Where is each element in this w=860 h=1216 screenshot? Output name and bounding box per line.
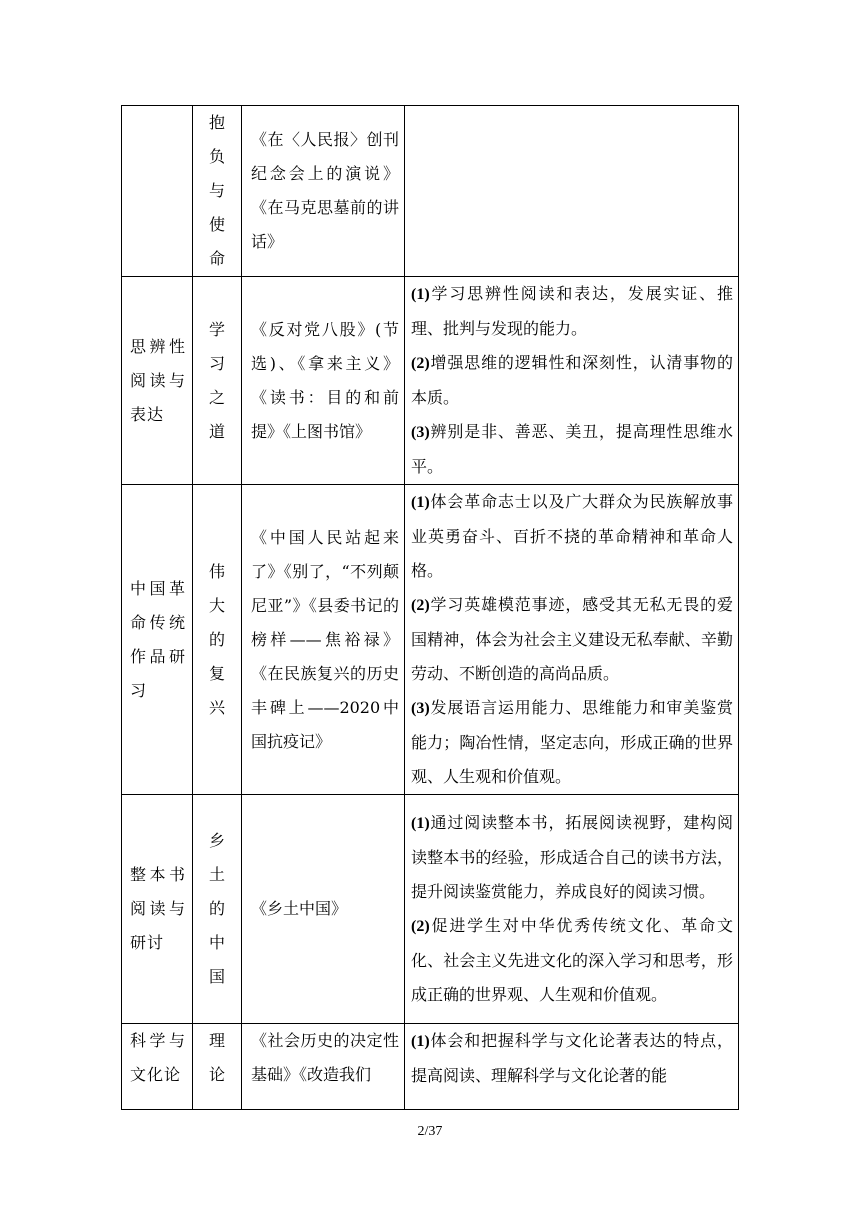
task-cell: 思辨性阅读与表达: [122, 277, 193, 485]
texts-cell: 《乡土中国》: [242, 795, 405, 1024]
theme-char: 的: [208, 629, 225, 649]
theme-char: 负: [208, 147, 225, 166]
theme-char: 理: [208, 1031, 225, 1050]
theme-cell: [193, 485, 242, 795]
theme-char: 使: [208, 215, 225, 234]
theme-char: 论: [208, 1065, 225, 1084]
goals-cell: [405, 277, 739, 485]
texts-cell: 《社会历史的决定性基础》《改造我们: [242, 1024, 405, 1110]
theme-cell: [193, 277, 242, 485]
table-row: [122, 277, 739, 485]
theme-cell: [193, 795, 242, 1024]
goal-item: [411, 346, 733, 415]
goal-number: (1): [411, 815, 430, 832]
theme-char: 乡: [208, 831, 225, 850]
table-row: [122, 485, 739, 795]
goal-text: 发展语言运用能力、思维能力和审美鉴赏能力；陶冶性情，坚定志向，形成正确的世界观、人生观和价值观。: [411, 698, 733, 786]
goal-text: 增强思维的逻辑性和深刻性，认清事物的本质。: [411, 353, 733, 407]
task-cell: 中国革命传统作品研习: [122, 485, 193, 795]
goal-item: [411, 277, 733, 346]
table-row: [122, 106, 739, 277]
goal-text: 辨别是非、善恶、美丑，提高理性思维水平。: [411, 422, 733, 476]
goals-cell: [405, 485, 739, 795]
theme-char: 国: [208, 967, 225, 986]
theme-char: 伟: [208, 561, 225, 581]
theme-char: 道: [208, 421, 225, 441]
goal-text: 通过阅读整本书，拓展阅读视野，建构阅读整本书的经验，形成适合自己的读书方法，提升阅读鉴赏能力，养成良好的阅读习惯。: [411, 813, 733, 901]
goal-item: [411, 415, 733, 484]
goal-item: [411, 806, 733, 909]
goal-text: 学习英雄模范事迹，感受其无私无畏的爱国精神，体会为社会主义建设无私奉献、辛勤劳动、不断创造的高尚品质。: [411, 595, 733, 683]
theme-cell: [193, 1024, 242, 1110]
goal-number: (3): [411, 424, 430, 441]
goal-text: 体会革命志士以及广大群众为民族解放事业英勇奋斗、百折不挠的革命精神和革命人格。: [411, 492, 733, 580]
theme-char: 兴: [208, 697, 225, 717]
page-number: 2/37: [417, 1124, 443, 1139]
goal-number: (1): [411, 286, 430, 303]
theme-char: 大: [208, 595, 225, 615]
theme-char: 中: [208, 933, 225, 952]
theme-char: 复: [208, 663, 225, 683]
goal-number: (1): [411, 1033, 430, 1050]
table-row: [122, 795, 739, 1024]
texts-cell: 《中国人民站起来了》《别了，“不列颠尼亚”》《县委书记的榜样——焦裕禄》《在民族复兴的历史丰碑上——2020中国抗疫记》: [242, 485, 405, 795]
goal-number: (3): [411, 700, 430, 717]
task-cell: [122, 106, 193, 277]
goal-item: [411, 588, 733, 691]
goal-item: [411, 1024, 733, 1093]
goal-number: (2): [411, 355, 430, 372]
goal-item: [411, 909, 733, 1012]
theme-char: 与: [208, 181, 225, 200]
texts-cell: 《在〈人民报〉创刊纪念会上的演说》《在马克思墓前的讲话》: [242, 106, 405, 277]
task-cell: 科学与文化论: [122, 1024, 193, 1110]
texts-cell: 《反对党八股》(节选)、《拿来主义》《读书：目的和前提》《上图书馆》: [242, 277, 405, 485]
goals-cell: [405, 1024, 739, 1110]
theme-cell: [193, 106, 242, 277]
goal-number: (2): [411, 597, 430, 614]
theme-char: 抱: [208, 113, 225, 132]
curriculum-table: [121, 105, 739, 1110]
task-cell: 整本书阅读与研讨: [122, 795, 193, 1024]
theme-char: 的: [208, 899, 225, 918]
theme-char: 习: [208, 353, 225, 373]
goal-number: (1): [411, 494, 430, 511]
table-row: [122, 1024, 739, 1110]
goal-item: [411, 485, 733, 588]
theme-char: 命: [208, 249, 225, 268]
goal-text: 促进学生对中华优秀传统文化、革命文化、社会主义先进文化的深入学习和思考，形成正确的世界观、人生观和价值观。: [411, 916, 733, 1004]
goal-text: 学习思辨性阅读和表达，发展实证、推理、批判与发现的能力。: [411, 284, 733, 338]
theme-char: 学: [208, 319, 225, 339]
goal-item: [411, 691, 733, 794]
goal-number: (2): [411, 918, 430, 935]
theme-char: 之: [208, 387, 225, 407]
goal-text: 体会和把握科学与文化论著表达的特点，提高阅读、理解科学与文化论著的能: [411, 1031, 733, 1085]
goals-cell: [405, 106, 739, 277]
goals-cell: [405, 795, 739, 1024]
theme-char: 土: [208, 865, 225, 884]
